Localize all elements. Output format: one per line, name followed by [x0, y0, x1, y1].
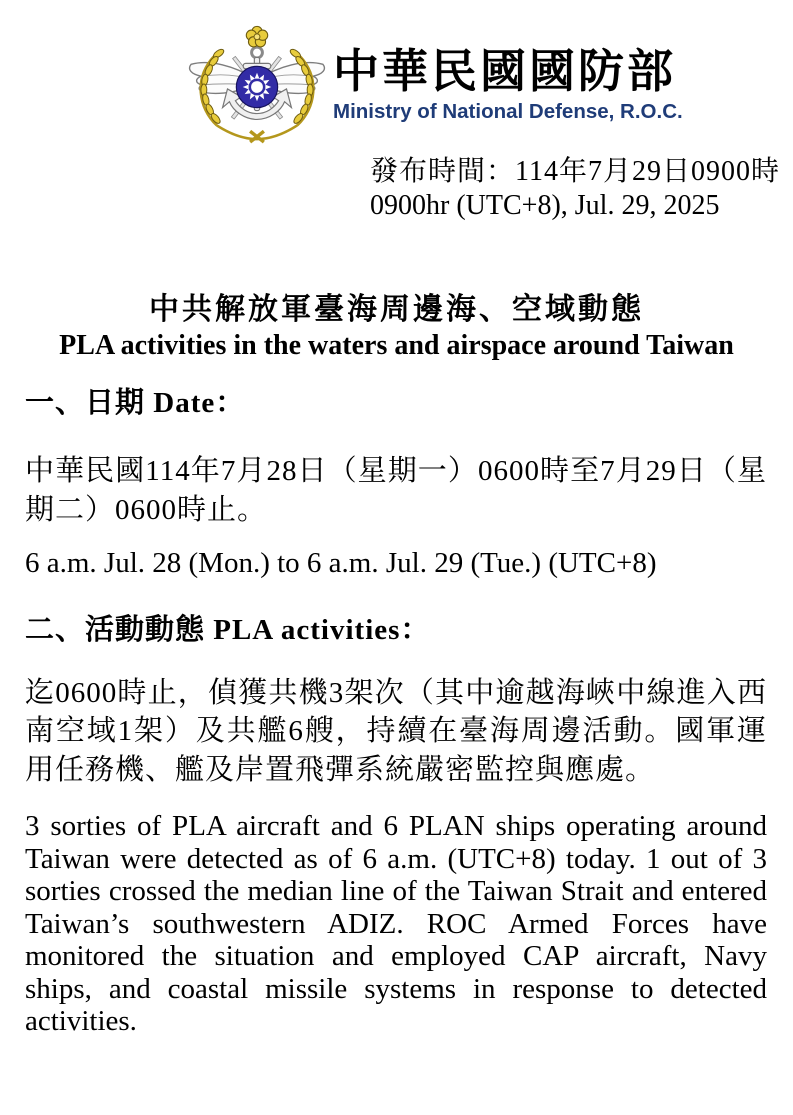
- org-names: [333, 24, 683, 124]
- document-body: [25, 380, 767, 1038]
- release-time: [370, 155, 780, 222]
- sun-roundel-icon: [236, 66, 277, 107]
- mnd-emblem-icon: [183, 24, 331, 146]
- document-title-zh: 中共解放軍臺海周邊海、空域動態: [149, 293, 644, 326]
- plum-blossom-icon: [246, 26, 267, 47]
- document-title-en: PLA activities in the waters and airspace around Taiwan: [59, 330, 734, 361]
- release-time-zh: 發布時間：114年7月29日0900時: [370, 156, 780, 187]
- section-1-body-zh: 中華民國114年7月28日（星期一）0600時至7月29日（星期二）0600時止。: [25, 455, 767, 526]
- document-header: [183, 24, 683, 146]
- release-time-en: 0900hr (UTC+8), Jul. 29, 2025: [370, 189, 720, 221]
- section-2-body-zh: 迄0600時止，偵獲共機3架次（其中逾越海峽中線進入西南空域1架）及共艦6艘，持續在臺海周邊活動。國軍運用任務機、艦及岸置飛彈系統嚴密監控與應處。: [25, 676, 767, 786]
- document-title: [0, 284, 793, 362]
- section-2-body-en: 3 sorties of PLA aircraft and 6 PLAN ships operating around Taiwan were detected as of 6 a.m. (UTC+8) today. 1 out of 3 sorties crossed the median line of the Taiwan Strait and entered Taiwan’s southwestern ADIZ. ROC Armed Forces have monitored the situation and employed CAP aircraft, Navy ships, and coastal missile systems in response to detected activities.: [25, 810, 767, 1038]
- section-1-heading: 一、日期 Date：: [25, 387, 246, 419]
- section-2-heading: 二、活動動態 PLA activities：: [25, 613, 431, 646]
- org-name-zh: 中華民國國防部: [333, 46, 676, 97]
- org-name-en: Ministry of National Defense, R.O.C.: [333, 100, 683, 124]
- section-1-body-en: 6 a.m. Jul. 28 (Mon.) to 6 a.m. Jul. 29 (Tue.) (UTC+8): [25, 547, 657, 580]
